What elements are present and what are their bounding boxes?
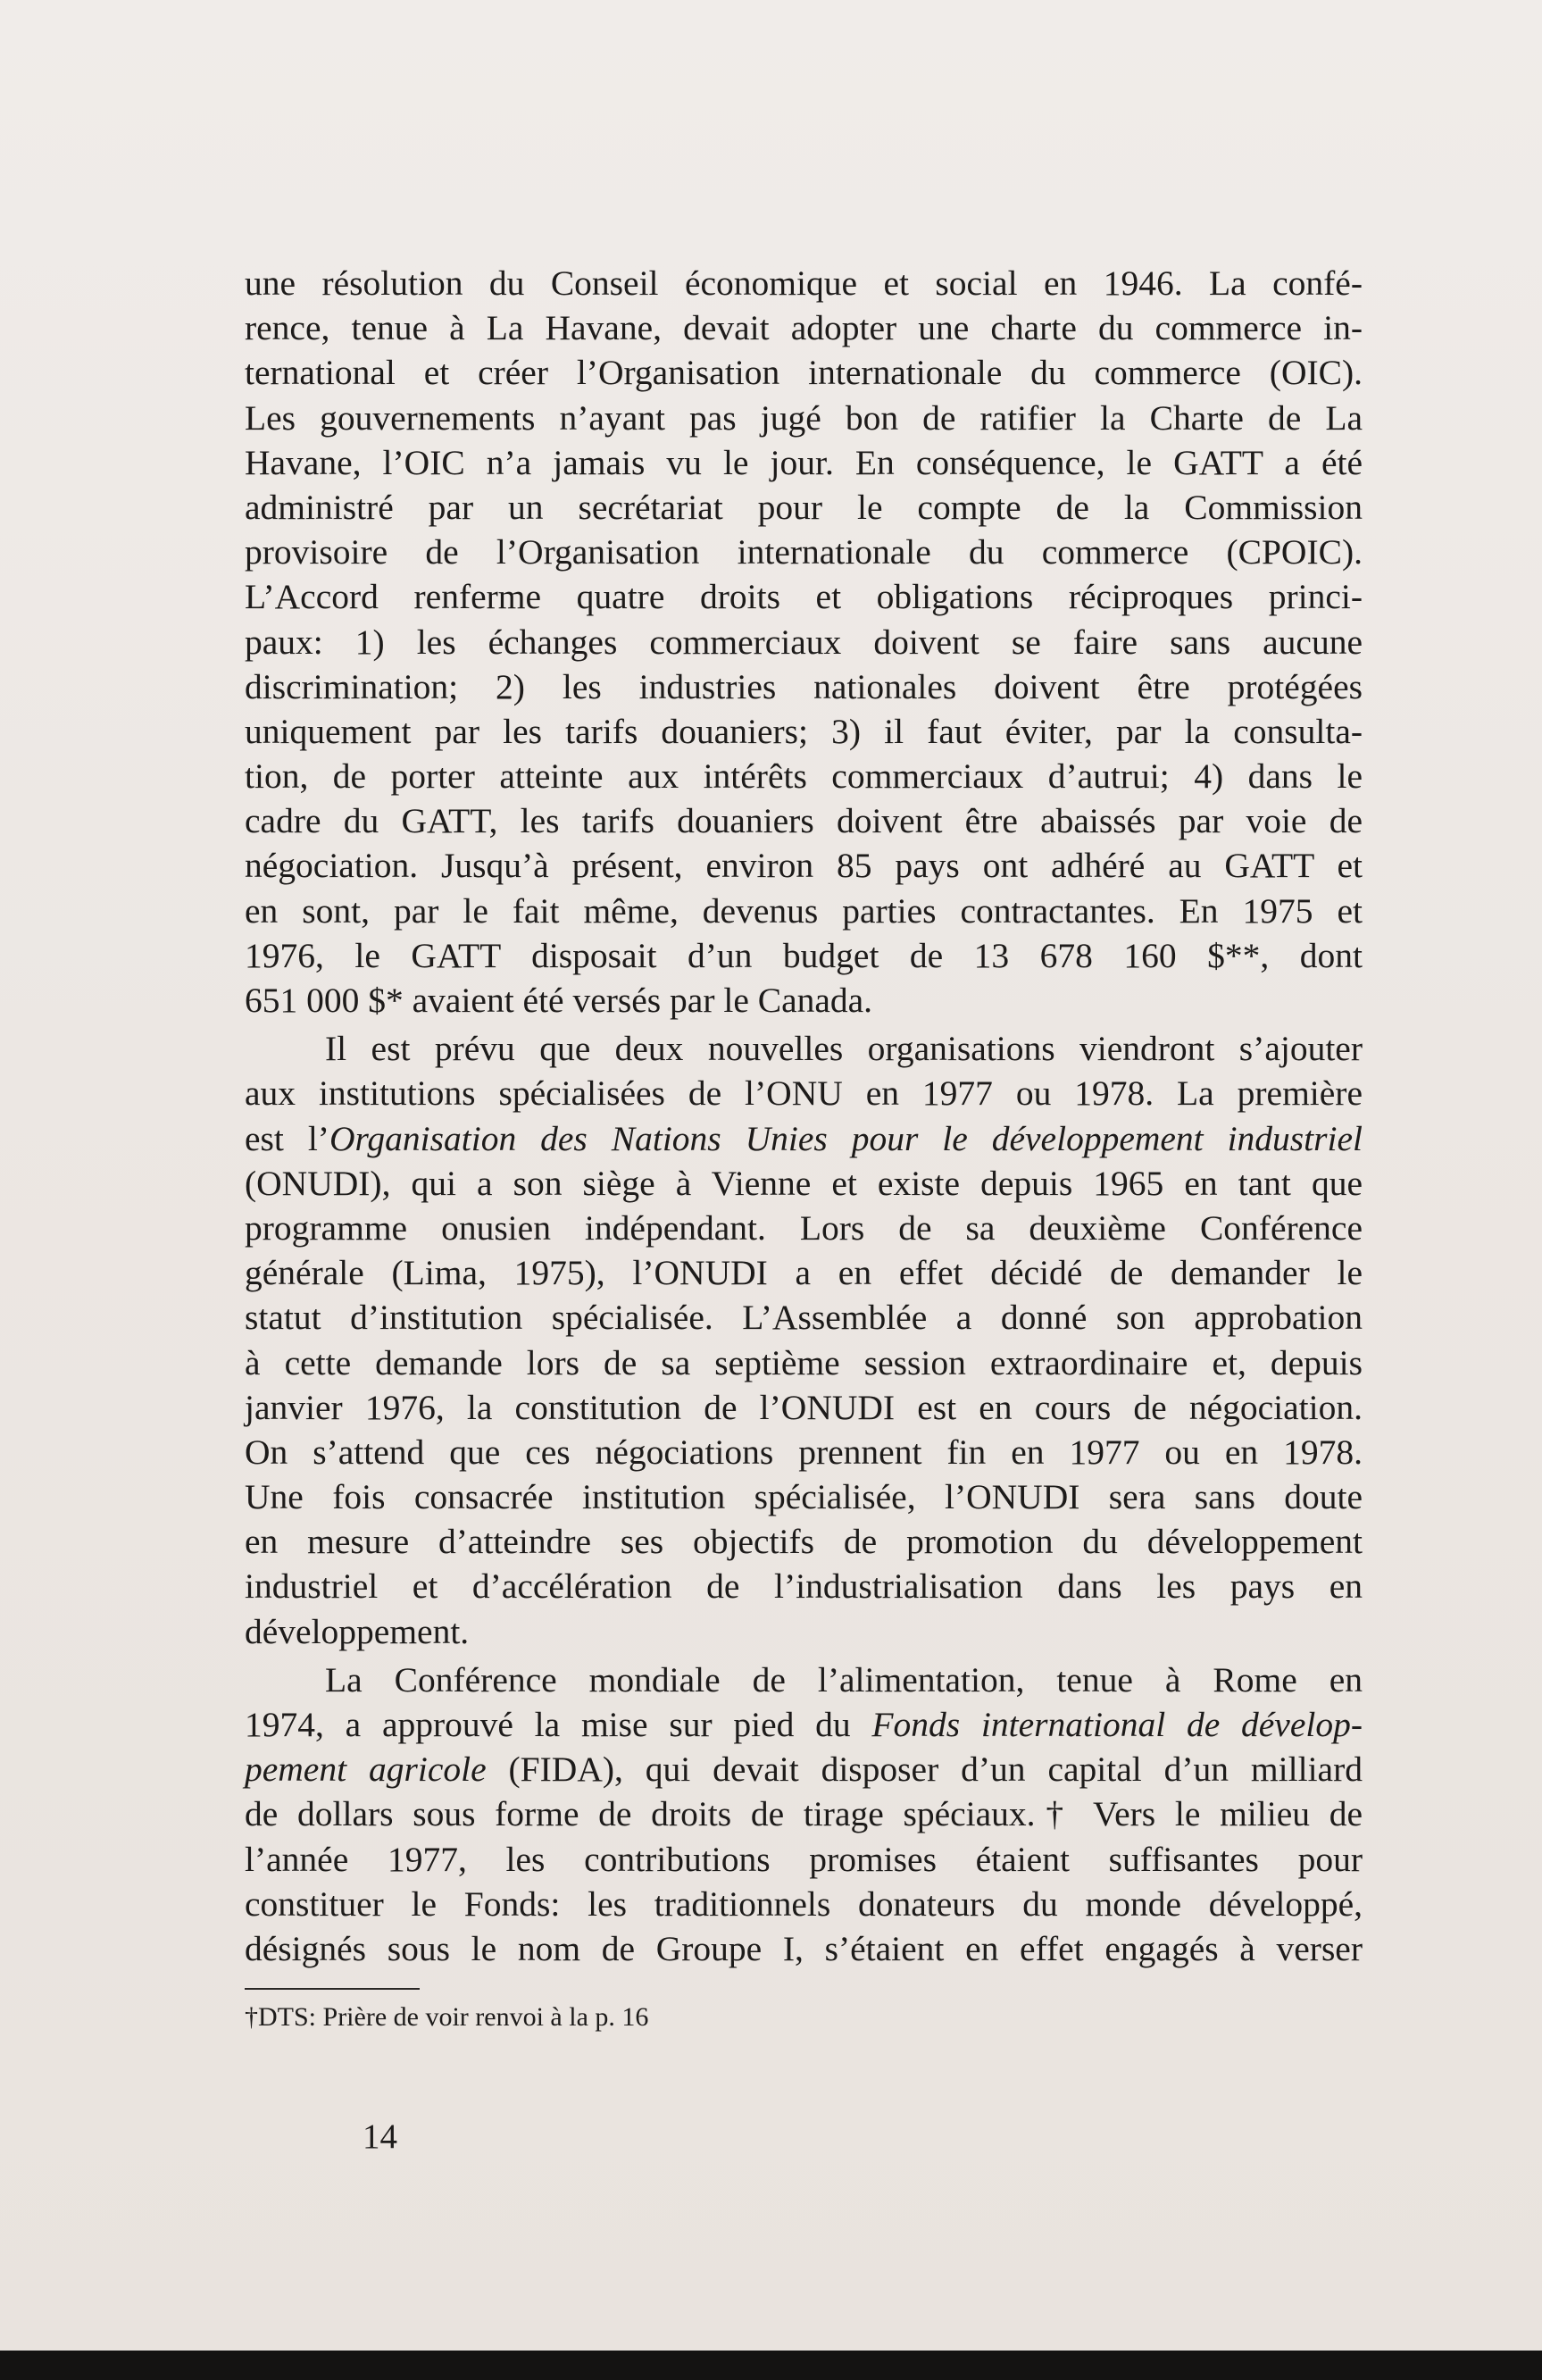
text-line: de dollars sous forme de droits de tirage spéciaux.† Vers le milieu de [245, 1794, 1363, 1834]
text-run: est l’ [245, 1118, 329, 1158]
footnote: †DTS: Prière de voir renvoi à la p. 16 [245, 2002, 649, 2032]
text-line: 1976, le GATT disposait d’un budget de 13 678 160 $**, dont [245, 935, 1363, 975]
text-line-mixed [245, 1702, 1363, 1747]
fund-name-italic: Fonds international de dévelop- [871, 1705, 1363, 1744]
text-line-mixed [245, 1747, 1363, 1791]
text-line: cadre du GATT, les tarifs douaniers doivent être abaissés par voie de [245, 801, 1363, 841]
text-line: rence, tenue à La Havane, devait adopter une charte du commerce in- [245, 308, 1363, 348]
organization-name-italic: Organisation des Nations Unies pour le développement industriel [329, 1118, 1363, 1158]
text-line: statut d’institution spécialisée. L’Assemblée a donné son approbation [245, 1298, 1363, 1338]
paragraph [245, 1026, 1363, 1654]
text-line: 651 000 $* avaient été versés par le Canada. [245, 981, 873, 1020]
text-line: On s’attend que ces négociations prennent fin en 1977 ou en 1978. [245, 1432, 1363, 1472]
text-line: en sont, par le fait même, devenus parties contractantes. En 1975 et [245, 890, 1363, 931]
text-line: industriel et d’accélération de l’industrialisation dans les pays en [245, 1566, 1363, 1607]
page-number: 14 [363, 2117, 397, 2156]
text-line: (ONUDI), qui a son siège à Vienne et existe depuis 1965 en tant que [245, 1163, 1363, 1203]
text-line: aux institutions spécialisées de l’ONU en 1977 ou 1978. La première [245, 1073, 1363, 1114]
text-run: 1974, a approuvé la mise sur pied du [245, 1705, 872, 1744]
body-text [245, 261, 1363, 1971]
text-run: (FIDA), qui devait disposer d’un capital d’un milliard [486, 1750, 1363, 1790]
text-line: uniquement par les tarifs douaniers; 3) il faut éviter, par la consulta- [245, 711, 1363, 751]
text-line: discrimination; 2) les industries nationales doivent être protégées [245, 666, 1363, 706]
text-line: L’Accord renferme quatre droits et obligations réciproques princi- [245, 577, 1363, 617]
text-line: générale (Lima, 1975), l’ONUDI a en effet décidé de demander le [245, 1253, 1363, 1293]
text-line-mixed [245, 1116, 1363, 1161]
text-line: Les gouvernements n’ayant pas jugé bon de ratifier la Charte de La [245, 397, 1363, 438]
text-line: Il est prévu que deux nouvelles organisations viendront s’ajouter [325, 1029, 1363, 1069]
text-line: tion, de porter atteinte aux intérêts commerciaux d’autrui; 4) dans le [245, 756, 1363, 797]
text-line: désignés sous le nom de Groupe I, s’étaient en effet engagés à verser [245, 1928, 1363, 1968]
text-line: une résolution du Conseil économique et social en 1946. La confé- [245, 263, 1363, 303]
text-line: développement. [245, 1611, 470, 1651]
paragraph [245, 1658, 1363, 1971]
text-line: en mesure d’atteindre ses objectifs de promotion du développement [245, 1522, 1363, 1562]
text-line: ternational et créer l’Organisation internationale du commerce (OIC). [245, 353, 1363, 393]
text-line: janvier 1976, la constitution de l’ONUDI est en cours de négociation. [245, 1387, 1363, 1427]
text-line: à cette demande lors de sa septième session extraordinaire et, depuis [245, 1342, 1363, 1382]
text-line: Une fois consacrée institution spécialisée, l’ONUDI sera sans doute [245, 1477, 1363, 1517]
text-line: La Conférence mondiale de l’alimentation, tenue à Rome en [325, 1659, 1363, 1699]
text-line: provisoire de l’Organisation internationale du commerce (CPOIC). [245, 532, 1363, 572]
text-line: l’année 1977, les contributions promises étaient suffisantes pour [245, 1839, 1363, 1879]
text-line: Havane, l’OIC n’a jamais vu le jour. En conséquence, le GATT a été [245, 442, 1363, 482]
footnote-divider [245, 1988, 420, 1990]
text-line: administré par un secrétariat pour le compte de la Commission [245, 487, 1363, 527]
text-line: constituer le Fonds: les traditionnels donateurs du monde développé, [245, 1883, 1363, 1924]
scan-border [0, 2351, 1542, 2380]
text-line: négociation. Jusqu’à présent, environ 85 pays ont adhéré au GATT et [245, 846, 1363, 886]
paragraph [245, 261, 1363, 1023]
text-line: paux: 1) les échanges commerciaux doivent se faire sans aucune [245, 622, 1363, 662]
fund-name-italic: pement agricole [245, 1750, 487, 1790]
text-line: programme onusien indépendant. Lors de sa deuxième Conférence [245, 1207, 1363, 1248]
